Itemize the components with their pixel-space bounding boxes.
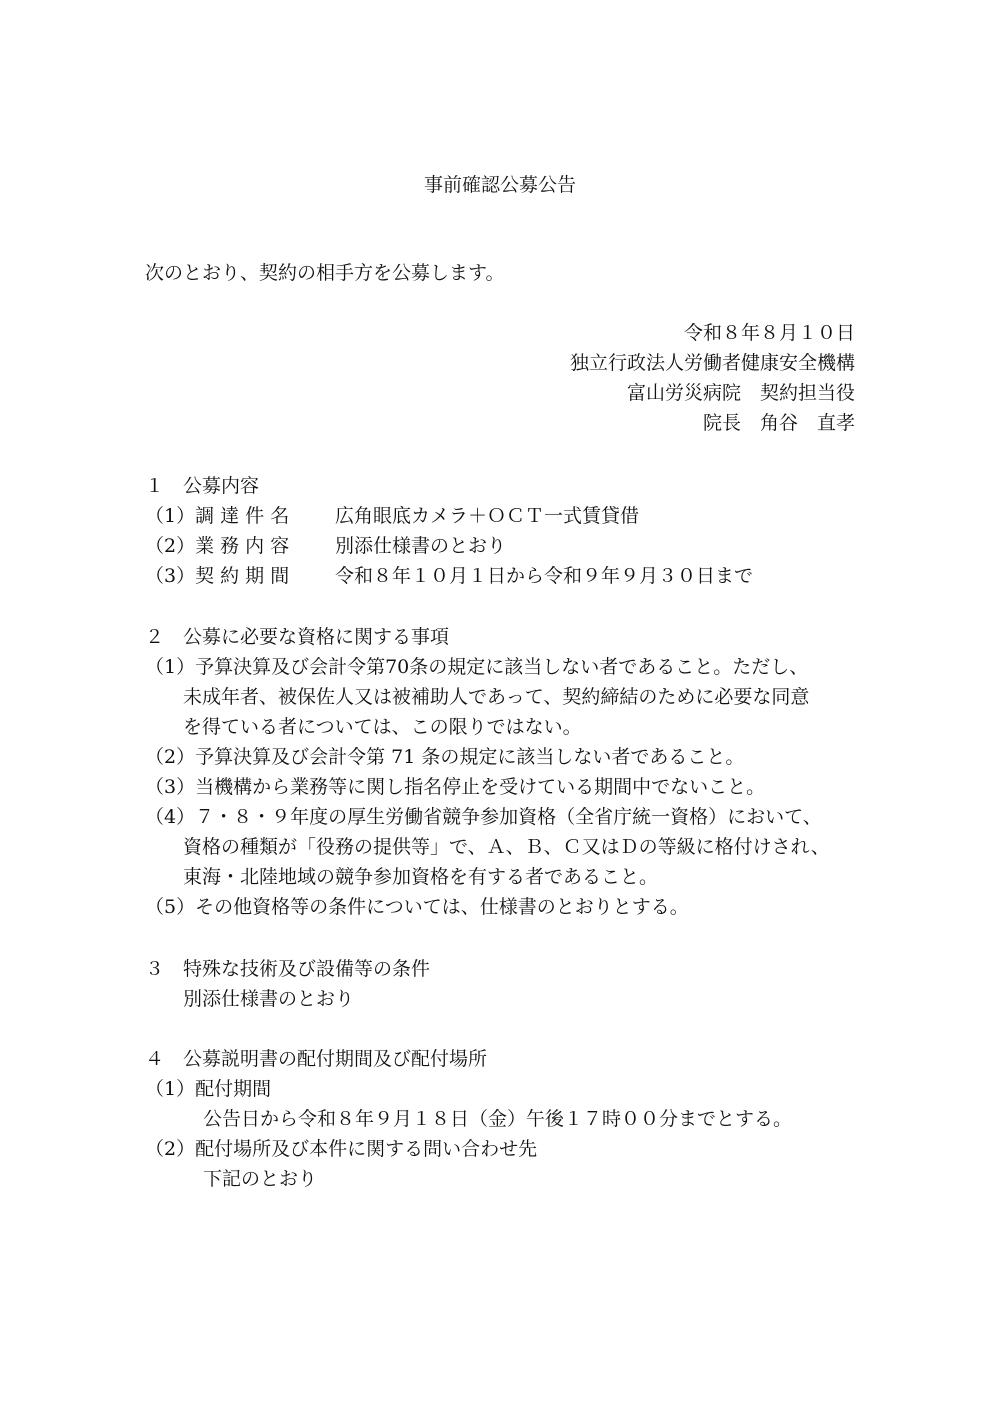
section2-line: 東海・北陸地域の競争参加資格を有する者であること。 [183,866,659,888]
section2-line: 資格の種類が「役務の提供等」で、Ａ、Ｂ、Ｃ又はＤの等級に格付けされ、 [183,836,830,858]
section4-sub1-body: 公告日から令和８年９月１８日（金）午後１７時００分までとする。 [203,1108,793,1130]
section2-line: （3）当機構から業務等に関し指名停止を受けている期間中でないこと。 [145,776,766,798]
department-name: 富山労災病院 契約担当役 [626,382,855,404]
section1-heading: １ 公募内容 [145,475,260,497]
section2-line: （2）予算決算及び会計令第 71 条の規定に該当しない者であること。 [145,746,745,768]
item-value: 別添仕様書のとおり [335,535,507,557]
section1-item-2 [145,537,506,556]
section1-item-1 [145,507,639,526]
signatory-name: 院長 角谷 直孝 [702,412,855,434]
section4-heading: ４ 公募説明書の配付期間及び配付場所 [145,1048,488,1070]
section2-line: （5）その他資格等の条件については、仕様書のとおりとする。 [145,896,689,918]
section1-item-3 [145,567,753,586]
notice-date: 令和８年８月１０日 [683,322,855,344]
section2-line: （4）７・８・９年度の厚生労働省競争参加資格（全省庁統一資格）において、 [145,806,822,828]
item-label: （2）業 務 内 容 [145,535,290,557]
section2-heading: ２ 公募に必要な資格に関する事項 [145,626,450,648]
page-title: 事前確認公募公告 [423,174,576,196]
section3-body: 別添仕様書のとおり [183,988,355,1010]
item-value: 広角眼底カメラ＋ＯＣＴ一式賃貸借 [335,505,640,527]
section3-heading: ３ 特殊な技術及び設備等の条件 [145,958,431,980]
item-value: 令和８年１０月１日から令和９年９月３０日まで [335,565,754,587]
intro-text: 次のとおり、契約の相手方を公募します。 [145,262,505,284]
section4-sub1-label: （1）配付期間 [145,1078,272,1100]
section2-line: 未成年者、被保佐人又は被補助人であって、契約締結のために必要な同意 [183,686,810,708]
item-label: （1）調 達 件 名 [145,505,290,527]
section4-sub2-body: 下記のとおり [203,1168,318,1190]
section2-line: を得ている者については、この限りではない。 [183,716,582,738]
organization-name: 独立行政法人労働者健康安全機構 [569,352,855,374]
section4-sub2-label: （2）配付場所及び本件に関する問い合わせ先 [145,1138,538,1160]
section2-line: （1）予算決算及び会計令第70条の規定に該当しない者であること。ただし、 [145,656,809,678]
item-label: （3）契 約 期 間 [145,565,290,587]
